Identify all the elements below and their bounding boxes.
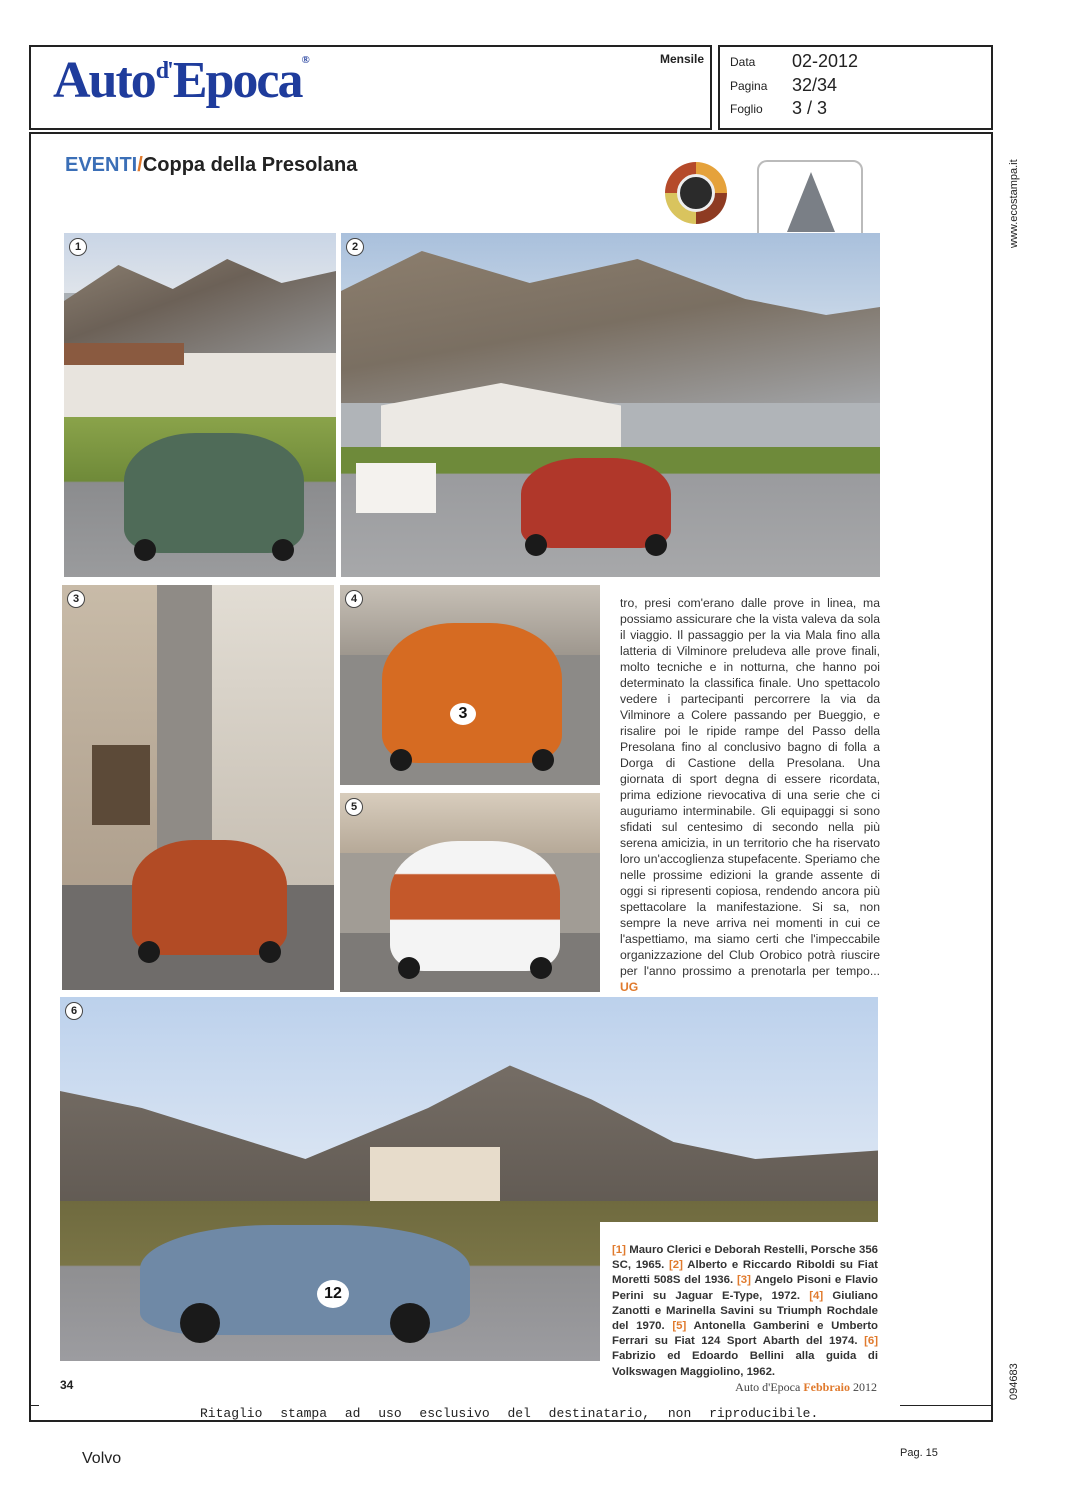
photo-number: 1 — [69, 238, 87, 256]
photo-4 — [340, 585, 600, 785]
meta-label-data: Data — [730, 55, 756, 69]
photo-number: 5 — [345, 798, 363, 816]
photo-number: 6 — [65, 1002, 83, 1020]
photo-number: 4 — [345, 590, 363, 608]
photo-number: 2 — [346, 238, 364, 256]
race-number: 3 — [450, 703, 476, 725]
meta-value-data: 02-2012 — [792, 51, 859, 71]
page-number: 34 — [60, 1378, 74, 1392]
photo-number: 3 — [67, 590, 85, 608]
side-code: 094683 — [1008, 1363, 1020, 1400]
photo-3 — [62, 585, 334, 990]
masthead-box — [29, 45, 712, 130]
side-url: www.ecostampa.it — [1008, 159, 1020, 248]
frequency-label: Mensile — [659, 52, 704, 66]
meta-label-pagina: Pagina — [730, 79, 768, 93]
author-signature: UG — [620, 980, 639, 994]
article-body — [620, 595, 880, 995]
photo-2 — [341, 233, 880, 577]
photo-5 — [340, 793, 600, 992]
clipping-meta-box — [718, 45, 993, 130]
reproduction-notice: Ritaglio stampa ad uso esclusivo del destinatario, non riproducibile. — [200, 1406, 819, 1421]
mountain-icon — [787, 172, 835, 232]
race-number: 12 — [317, 1280, 349, 1308]
meta-value-pagina: 32/34 — [792, 75, 838, 95]
footer-magazine: Auto d'Epoca Febbraio 2012 — [735, 1380, 877, 1394]
magazine-logo: Auto$^{d'}$Epoca® — [53, 52, 308, 109]
client-name: Volvo — [82, 1450, 122, 1467]
clip-page: Pag. 15 — [900, 1447, 938, 1459]
photo-1 — [64, 233, 336, 577]
wheel-logo-icon — [665, 162, 727, 224]
photo-caption: [1] Mauro Clerici e Deborah Restelli, Porsche 356 SC, 1965. [2] Alberto e Riccardo Riboldi su Fiat Moretti 508S del 1936. [3] Angelo Pisoni e Flavio Perini su Jaguar E-Type, 1972. [4] Giuliano Zanotti e Marinella Savini su Triumph Rochdale del 1970. [5] Antonella Gamberini e Umberto Ferrari su Fiat 124 Sport Abarth del 1974. [6] Fabrizio ed Edoardo Bellini alla guida di Volkswagen Maggiolino, 1962. — [612, 1244, 878, 1378]
section-title: EVENTI/Coppa della Presolana — [65, 154, 358, 176]
meta-label-foglio: Foglio — [730, 102, 763, 116]
article-text: tro, presi com'erano dalle prove in linea, ma possiamo assicurare che la vista valeva da sola il viaggio. Il passaggio per la via Mala fino alla latteria di Vilminore preludeva alle prove finali, molto tecniche e in notturna, che hanno poi determinato la classifica finale. Uno spettacolo vedere i partecipanti percorrere la via da Vilminore a Colere passando per Bueggio, e risalire poi le ripide rampe del Passo della Presolana fino al conclusivo bagno di folla a Dorga di Castione della Presolana. Una giornata di sport degna di essere ricordata, prima edizione rievocativa di una serie che ci auguriamo interminabile. Gli equipaggi si sono sfidati sul centesimo di secondo nella più serena amicizia, in un territorio che ha riservato loro un'accoglienza stupefacente. Speriamo che nelle prossime edizioni la grande assente di oggi si ripresenti copiosa, rendendo ancora più spettacolare la manifestazione. Si sa, non sempre la neve arriva nei momenti in cui ce l'aspettiamo, ma siamo certi che l'impeccabile organizzazione del Club Orobico potrà riuscire per l'anno prossimo a prenotarla per tempo... — [620, 596, 880, 978]
meta-value-foglio: 3 / 3 — [792, 98, 828, 118]
